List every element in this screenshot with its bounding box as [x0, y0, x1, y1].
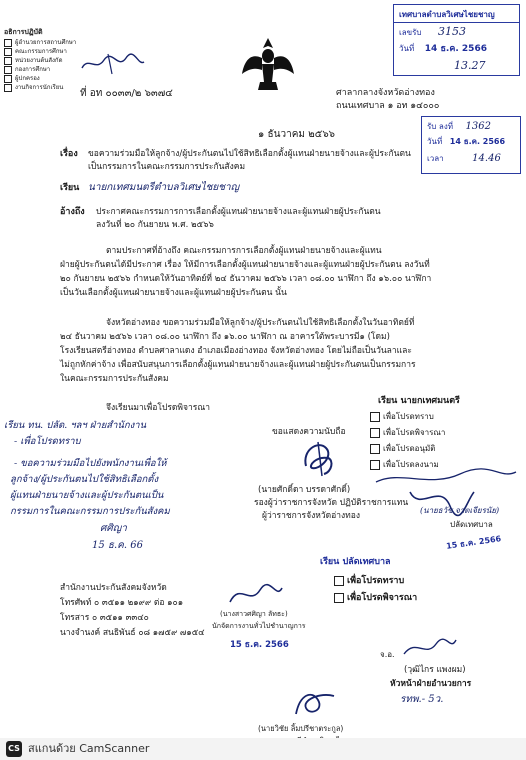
handwriting-line: - เพื่อโปรดทราบ	[14, 436, 81, 447]
checkbox-icon	[334, 576, 344, 586]
executive-note	[320, 556, 480, 605]
recv-number: 3153	[438, 25, 467, 38]
subject-text-line2: เป็นกรรมการในคณะกรรมการประกันสังคม	[88, 162, 246, 172]
signer-name: (นายศักดิ์ดา บรรดาศักดิ์)	[258, 485, 351, 495]
ref-text: ประกาศคณะกรรมการการเลือกตั้งผู้แทนฝ่ายนายจ้างและผู้แทนฝ่ายผู้ประกันตน	[96, 207, 381, 217]
ref-label: อ้างถึง	[60, 207, 85, 217]
signer-title-2: ผู้ว่าราชการจังหวัดอ่างทอง	[262, 511, 361, 521]
office-name: สำนักงานประกันสังคมจังหวัด	[60, 583, 167, 593]
stamp-left-title: อธิการปฏิบัติ	[4, 28, 43, 36]
handwriting-line: กรรมการในคณะกรรมการประกันสังคม	[10, 506, 170, 517]
signer-title-1: รองผู้ว่าราชการจังหวัด ปฏิบัติราชการแทน	[254, 498, 409, 508]
middle-right-receive-stamp	[421, 116, 521, 174]
bottom-right-title: หัวหน้าฝ่ายอำนวยการ	[390, 679, 472, 689]
handwriting-date: 15 ธ.ค. 66	[92, 540, 143, 551]
routing-signer-position: ปลัดเทศบาล	[450, 520, 493, 529]
sender-road: ถนนเทศบาล ๑ อท ๑๔๐๐๐	[336, 101, 440, 111]
body-paragraph-2	[60, 316, 518, 386]
staff-position: นักจัดการงานทั่วไปชำนาญการ	[212, 622, 306, 630]
jo-label: จ.อ.	[380, 650, 395, 659]
routing-option: เพื่อโปรดทราบ	[383, 412, 434, 421]
routing-option: เพื่อโปรดพิจารณา	[383, 428, 446, 437]
body-line: ตามประกาศที่อ้างถึง คณะกรรมการการเลือกตั้งผู้แทนฝ่ายนายจ้างและผู้แทน	[106, 246, 382, 256]
checkbox-icon	[370, 412, 380, 422]
body-line: จังหวัดอ่างทอง ขอความร่วมมือให้ลูกจ้าง/ผู้ประกันตนไปใช้สิทธิเลือกตั้งในวันอาทิตย์ที่	[106, 318, 415, 328]
right-routing-note	[370, 395, 520, 472]
bottom-date-stamp: 15 ธ.ค. 2566	[230, 640, 289, 650]
stamp-left-item: กองการศึกษา	[15, 66, 51, 73]
closing-text: ขอแสดงความนับถือ	[272, 427, 346, 437]
signature-scribble-icon	[78, 50, 148, 76]
body-line: โรงเรียนสตรีอ่างทอง ตำบลศาลาแดง อำเภอเมืองอ่างทอง จังหวัดอ่างทอง โดยไม่ถือเป็นวันลาและ	[60, 346, 412, 356]
staff-signature-icon	[226, 580, 286, 610]
camscanner-logo-icon: CS	[6, 741, 22, 757]
recv-time: 13.27	[454, 59, 486, 72]
office-phone: โทรศัพท์ ๐ ๓๕๑๑ ๒๑๙๙ ต่อ ๑๐๑	[60, 598, 184, 608]
main-signature-icon	[298, 436, 342, 478]
body-line: เป็นวันเลือกตั้งผู้แทนฝ่ายนายจ้างและผู้แทนฝ่ายผู้ประกันตน นั้น	[60, 288, 287, 298]
handwriting-line: เรียน ทน. ปลัด. ฯลฯ ฝ่ายสำนักงาน	[4, 420, 147, 431]
recv2-number: 1362	[465, 121, 491, 132]
bottom-right-name: (วุฒิไกร แพงผม)	[404, 665, 466, 675]
body-line: ๒๐ กันยายน ๒๕๖๖ กำหนดให้วันอาทิตย์ที่ ๒๔ ธันวาคม ๒๕๖๖ เวลา ๐๘.๐๐ นาฬิกา ถึง ๑๖.๐๐ นาฬิกา	[60, 274, 432, 284]
stamp-left-items	[4, 38, 76, 92]
closing-request: จึงเรียนมาเพื่อโปรดพิจารณา	[106, 403, 211, 413]
body-line: ฝ่ายผู้ประกันตนได้มีประกาศ เรื่อง ให้มีการเลือกตั้งผู้แทนฝ่ายนายจ้างและผู้แทนฝ่ายผู้ประกันตน ลงวันที่	[60, 260, 430, 270]
routing-date-stamp: 15 ธ.ค. 2566	[445, 534, 502, 551]
recv2-time-label: เวลา	[427, 154, 444, 163]
checkbox-icon	[4, 66, 12, 74]
stamp-left-item: งานกิจการนักเรียน	[15, 84, 64, 91]
body-line: ๒๔ ธันวาคม ๒๕๖๖ เวลา ๐๘.๐๐ นาฬิกา ถึง ๑๖.๐๐ นาฬิกา ณ อาคารใต้พระบารมี๑ (โดม)	[60, 332, 390, 342]
date-label: วันที่	[399, 44, 415, 53]
contact-person: นางจำนงค์ สนธิพันธ์ ๐๘ ๑๗๕๙ ๗๑๕๔	[60, 628, 205, 638]
bottom-right-handwriting: รทพ.- 5ว.	[400, 694, 444, 705]
ref-text-line2: ลงวันที่ ๒๐ กันยายน พ.ศ. ๒๕๖๖	[96, 220, 214, 230]
recv-date: 14 ธ.ค. 2566	[424, 44, 487, 54]
recv2-date-label: วันที่	[427, 137, 443, 146]
routing-option: เพื่อโปรดอนุมัติ	[383, 444, 436, 453]
handwriting-signature: ศศิญา	[100, 523, 127, 534]
checkbox-icon	[4, 39, 12, 47]
handwriting-line: - ขอความร่วมมือไปยังพนักงานเพื่อให้	[14, 458, 167, 469]
sender-address: ศาลากลางจังหวัดอ่างทอง	[336, 88, 435, 98]
stamp-left-item: หน่วยงานต้นสังกัด	[15, 57, 63, 64]
exec-to: เรียน ปลัดเทศบาล	[320, 557, 391, 567]
recv2-date: 14 ธ.ค. 2566	[449, 137, 506, 146]
top-right-receive-stamp	[393, 4, 520, 76]
staff-name: (นางสาวศศิญา ลัทธะ)	[220, 610, 288, 618]
checkbox-icon	[370, 428, 380, 438]
stamp-org-title: เทศบาลตำบลวิเศษไชยชาญ	[394, 5, 519, 23]
exec-option-1: เพื่อโปรดทราบ	[347, 576, 405, 586]
camscanner-text: สแกนด้วย CamScanner	[28, 742, 150, 755]
checkbox-icon	[334, 593, 344, 603]
body-paragraph-1	[60, 244, 518, 300]
camscanner-footer	[0, 738, 526, 760]
jo-signature-icon	[400, 634, 460, 662]
body-line: ในคณะกรรมการประกันสังคม	[60, 374, 169, 384]
handwriting-line: ลูกจ้าง/ผู้ประกันตนไปใช้สิทธิเลือกตั้ง	[10, 474, 159, 485]
to-recipient: นายกเทศมนตรีตำบลวิเศษไชยชาญ	[88, 182, 240, 193]
recv2-label: รับ ลงที่	[427, 122, 453, 131]
body-line: ไม่ถูกหักค่าจ้าง เพื่อสนับสนุนการเลือกตั้งผู้แทนฝ่ายนายจ้างและผู้แทนฝ่ายผู้ประกันตนเป็นกรรมการ	[60, 360, 416, 370]
routing-signer-name: (นายธวัช จาตเจียรนัย)	[420, 506, 500, 515]
office-fax: โทรสาร ๐ ๓๕๑๑ ๓๓๔๐	[60, 613, 149, 623]
mayor-name: (นายวิชัย ลิ้มปรีชาตระกูล)	[258, 724, 344, 733]
garuda-emblem-icon	[240, 34, 296, 94]
checkbox-icon	[370, 444, 380, 454]
recv2-time: 14.46	[472, 153, 501, 164]
exec-option-2: เพื่อโปรดพิจารณา	[347, 593, 418, 603]
stamp-left-item: ผู้อำนวยการสถานศึกษา	[15, 39, 77, 46]
routing-option: เพื่อโปรดลงนาม	[383, 460, 439, 469]
checkbox-icon	[4, 57, 12, 65]
subject-label: เรื่อง	[60, 149, 78, 159]
mayor-signature-icon	[290, 686, 340, 720]
top-left-stamp	[4, 28, 76, 92]
routing-to: เรียน นายกเทศมนตรี	[378, 396, 460, 406]
left-handwritten-note	[4, 418, 254, 554]
stamp-left-item: คณะกรรมการศึกษา	[15, 48, 67, 55]
subject-text: ขอความร่วมมือให้ลูกจ้าง/ผู้ประกันตนไปใช้สิทธิเลือกตั้งผู้แทนฝ่ายนายจ้างและผู้ประกันตน	[88, 149, 411, 159]
checkbox-icon	[4, 84, 12, 92]
checkbox-icon	[4, 75, 12, 83]
checkbox-icon	[4, 48, 12, 56]
stamp-left-item: ผู้ปกครอง	[15, 75, 40, 82]
to-label: เรียน	[60, 183, 80, 193]
doc-number: ที่ อท ๐๐๓๓/๒ ๖๓๗๔	[80, 88, 173, 99]
letter-date: ๑ ธันวาคม ๒๕๖๖	[258, 129, 336, 140]
recv-label: เลขรับ	[399, 28, 422, 37]
handwriting-line: ผู้แทนฝ่ายนายจ้างและผู้ประกันตนเป็น	[10, 490, 164, 501]
